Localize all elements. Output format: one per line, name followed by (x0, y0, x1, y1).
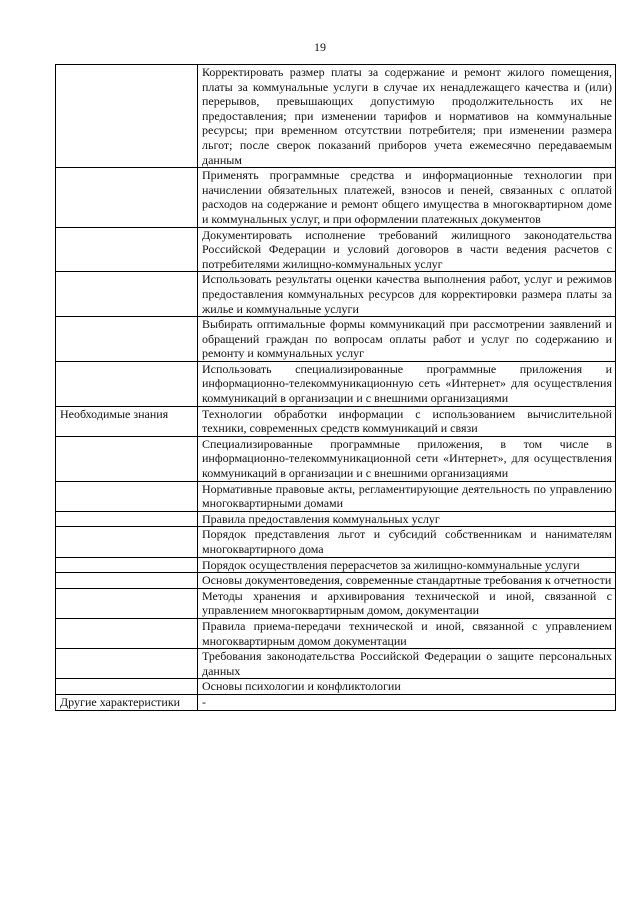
table-row (56, 406, 616, 436)
table-row (56, 557, 616, 573)
table-row (56, 618, 616, 648)
table-row (56, 511, 616, 527)
table-row (56, 361, 616, 406)
skill-item: Корректировать размер платы за содержание и ремонт жилого помещения, платы за коммунальные услуги в случае их ненадлежащего качества и (или) перерывов, превышающих допустимую продолжительность их не предоставления; при изменении тарифов и нормативов на коммунальные ресурсы; при временном отсутствии потребителя; при изменении размера льгот; после сверок показаний приборов учета ежемесячно передаваемым данным (198, 65, 616, 168)
row-label-skills (56, 65, 198, 168)
table-row (56, 573, 616, 589)
table-row (56, 527, 616, 557)
skill-item: Документировать исполнение требований жилищного законодательства Российской Федерации и условий договоров в части ведения расчетов с потребителями жилищно-коммунальных услуг (198, 227, 616, 272)
knowledge-item: Основы документоведения, современные стандартные требования к отчетности (198, 573, 616, 589)
table-row (56, 679, 616, 695)
row-label-knowledge: Необходимые знания (56, 406, 198, 436)
page-number: 19 (314, 40, 326, 54)
knowledge-item: Требования законодательства Российской Федерации о защите персональных данных (198, 649, 616, 679)
table-row (56, 436, 616, 481)
table-row (56, 272, 616, 317)
skill-item: Применять программные средства и информационные технологии при начислении обязательных платежей, взносов и пеней, связанных с оплатой расходов на содержание и ремонт общего имущества в многоквартирном доме и коммунальных услуг, и при оформлении платежных документов (198, 168, 616, 227)
knowledge-item: Специализированные программные приложения, в том числе в информационно-телекоммуникационной сети «Интернет», для осуществления коммуникаций в организации и с внешними организациями (198, 436, 616, 481)
knowledge-item: Основы психологии и конфликтологии (198, 679, 616, 695)
skill-item: Выбирать оптимальные формы коммуникаций при рассмотрении заявлений и обращений граждан по вопросам оплаты работ и услуг по содержанию и ремонту и коммунальных услуг (198, 317, 616, 362)
knowledge-item: Технологии обработки информации с использованием вычислительной техники, современных средств коммуникаций и связи (198, 406, 616, 436)
other-item: - (198, 694, 616, 710)
table-row (56, 65, 616, 168)
knowledge-item: Нормативные правовые акты, регламентирующие деятельность по управлению многоквартирными домами (198, 481, 616, 511)
knowledge-item: Правила предоставления коммунальных услуг (198, 511, 616, 527)
skill-item: Использовать специализированные программные приложения и информационно-телекоммуникационную сеть «Интернет» для осуществления коммуникаций в организации и с внешними организациями (198, 361, 616, 406)
knowledge-item: Порядок представления льгот и субсидий собственникам и нанимателям многоквартирного дома (198, 527, 616, 557)
knowledge-item: Порядок осуществления перерасчетов за жилищно-коммунальные услуги (198, 557, 616, 573)
table-row (56, 481, 616, 511)
knowledge-item: Методы хранения и архивирования технической и иной, связанной с управлением многоквартирным домом, документации (198, 588, 616, 618)
table-row (56, 168, 616, 227)
skill-item: Использовать результаты оценки качества выполнения работ, услуг и режимов предоставления коммунальных ресурсов для корректировки размера платы за жилье и коммунальные услуги (198, 272, 616, 317)
table-row (56, 694, 616, 710)
knowledge-item: Правила приема-передачи технической и иной, связанной с управлением многоквартирным домом документации (198, 618, 616, 648)
table-row (56, 649, 616, 679)
table-row (56, 317, 616, 362)
row-label-other: Другие характеристики (56, 694, 198, 710)
table-row (56, 588, 616, 618)
requirements-table (55, 64, 616, 711)
table-row (56, 227, 616, 272)
